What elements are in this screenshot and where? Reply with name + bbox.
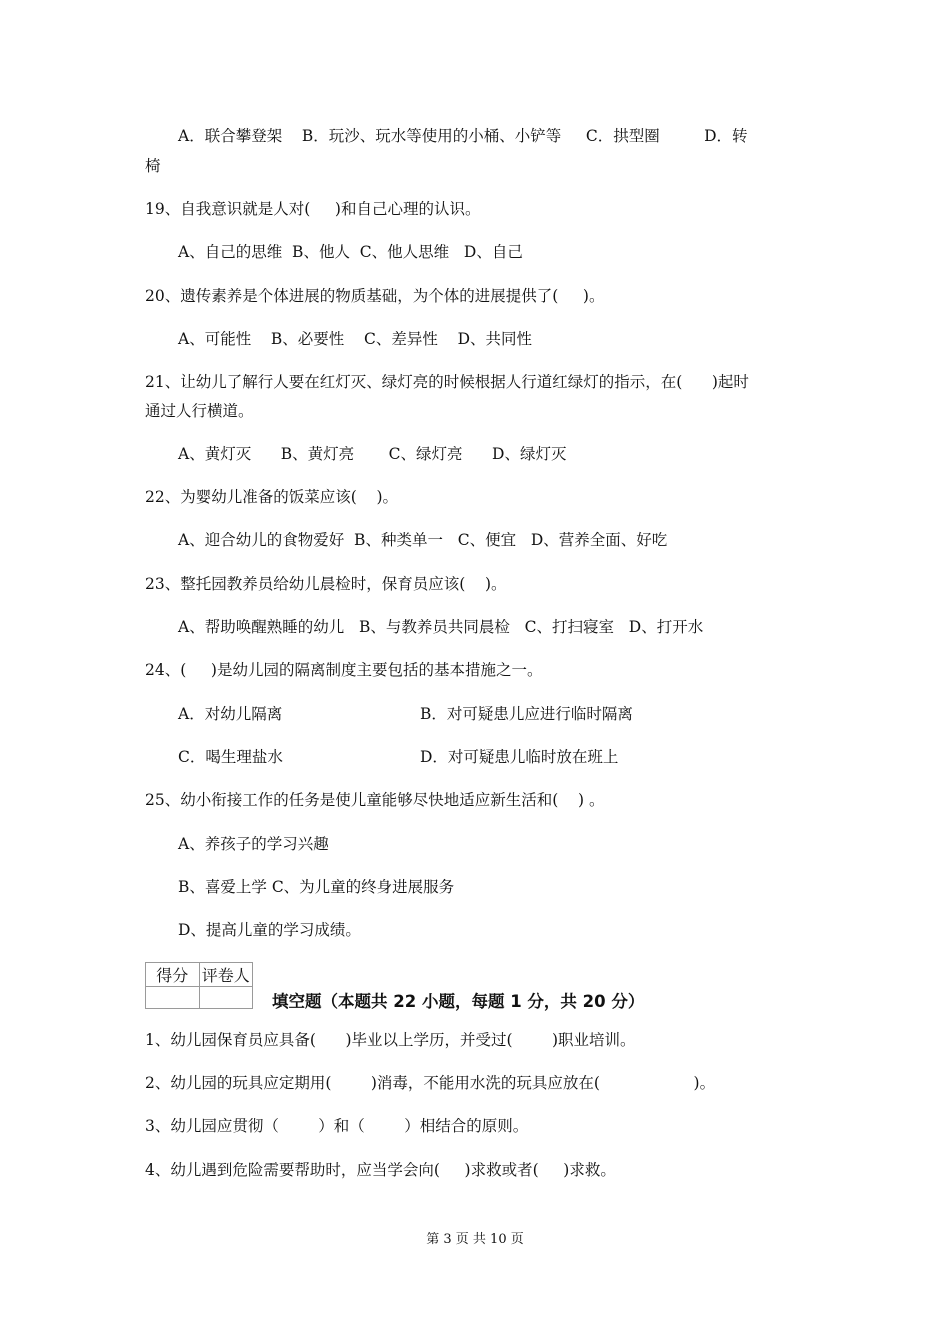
- page-footer: 第 3 页 共 10 页: [426, 1232, 524, 1247]
- q18-options: A．联合攀登架 B．玩沙、玩水等使用的小桶、小铲等 C．拱型圈 D．转: [178, 127, 748, 145]
- fill-blank-4: 4、幼儿遇到危险需要帮助时，应当学会向( )求救或者( )求救。: [145, 1161, 616, 1179]
- question-23: 23、整托园教养员给幼儿晨检时，保育员应该( )。: [145, 575, 507, 593]
- question-21-continued: 通过人行横道。: [145, 402, 254, 420]
- q24-option-c: C．喝生理盐水: [178, 748, 283, 766]
- fill-blank-1: 1、幼儿园保育员应具备( )毕业以上学历，并受过( )职业培训。: [145, 1031, 636, 1049]
- fill-blank-2: 2、幼儿园的玩具应定期用( )消毒，不能用水洗的玩具应放在( )。: [145, 1074, 716, 1092]
- q24-option-b: B．对可疑患儿应进行临时隔离: [420, 705, 633, 723]
- q25-option-bc: B、喜爱上学 C、为儿童的终身进展服务: [178, 878, 455, 896]
- q22-options: A、迎合幼儿的食物爱好 B、种类单一 C、便宜 D、营养全面、好吃: [178, 531, 668, 549]
- q23-options: A、帮助唤醒熟睡的幼儿 B、与教养员共同晨检 C、打扫寝室 D、打开水: [178, 618, 704, 636]
- q19-options: A、自己的思维 B、他人 C、他人思维 D、自己: [178, 243, 523, 261]
- question-20: 20、遗传素养是个体进展的物质基础，为个体的进展提供了( )。: [145, 287, 605, 305]
- score-header: 得分: [146, 963, 200, 987]
- score-box: [145, 962, 253, 1009]
- q20-options: A、可能性 B、必要性 C、差异性 D、共同性: [178, 330, 532, 348]
- question-21: 21、让幼儿了解行人要在红灯灭、绿灯亮的时候根据人行道红绿灯的指示，在( )起时: [145, 373, 749, 391]
- question-25: 25、幼小衔接工作的任务是使儿童能够尽快地适应新生活和( ) 。: [145, 791, 605, 809]
- question-19: 19、自我意识就是人对( )和自己心理的认识。: [145, 200, 481, 218]
- q25-option-d: D、提高儿童的学习成绩。: [178, 921, 361, 939]
- question-24: 24、( )是幼儿园的隔离制度主要包括的基本措施之一。: [145, 661, 543, 679]
- score-cell: [146, 987, 200, 1009]
- section-title: 填空题（本题共 22 小题，每题 1 分，共 20 分）: [272, 992, 645, 1011]
- grader-header: 评卷人: [199, 963, 253, 987]
- q25-option-a: A、养孩子的学习兴趣: [178, 835, 329, 853]
- q18-options-continued: 椅: [145, 157, 161, 175]
- q21-options: A、黄灯灭 B、黄灯亮 C、绿灯亮 D、绿灯灭: [178, 445, 567, 463]
- grader-cell: [199, 987, 253, 1009]
- q24-option-a: A．对幼儿隔离: [178, 705, 283, 723]
- fill-blank-3: 3、幼儿园应贯彻（ ）和（ ）相结合的原则。: [145, 1117, 529, 1135]
- q24-option-d: D．对可疑患儿临时放在班上: [420, 748, 619, 766]
- question-22: 22、为婴幼儿准备的饭菜应该( )。: [145, 488, 399, 506]
